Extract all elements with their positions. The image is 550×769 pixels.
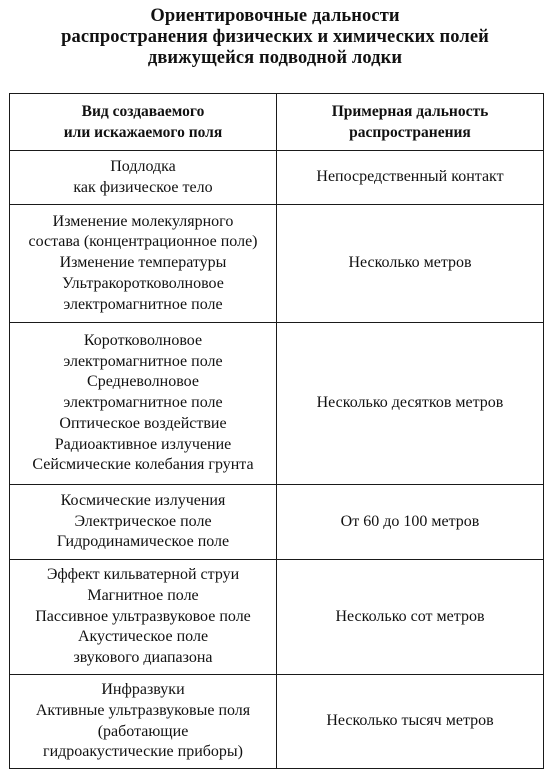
header-range [277, 94, 544, 151]
field-line: Пассивное ультразвуковое поле [35, 607, 251, 625]
field-line: Средневолновое [87, 373, 199, 391]
field-cell [10, 485, 277, 560]
title-line: движущейся подводной лодки [147, 48, 403, 68]
range-cell: Несколько десятков метров [277, 323, 544, 485]
title-line: распространения физических и химических полей [61, 27, 489, 47]
range-cell: Несколько тысяч метров [277, 675, 544, 769]
field-line: Сейсмические колебания грунта [32, 456, 254, 474]
range-cell: От 60 до 100 метров [277, 485, 544, 560]
header-line: или искажаемого поля [63, 124, 223, 141]
range-cell: Несколько сот метров [277, 560, 544, 675]
table-row [10, 151, 544, 205]
field-line: звукового диапазона [73, 649, 213, 667]
field-line: электромагнитное поле [63, 394, 223, 412]
header-line: Примерная дальность [331, 103, 489, 120]
field-line: Радиоактивное излучение [54, 435, 232, 453]
field-line: Инфразвуки [101, 680, 185, 698]
field-cell [10, 205, 277, 323]
field-line: Гидродинамическое поле [56, 533, 230, 551]
table-row [10, 205, 544, 323]
table-row [10, 675, 544, 769]
table-row [10, 485, 544, 560]
range-cell: Непосредственный контакт [277, 151, 544, 205]
field-cell [10, 560, 277, 675]
table-row [10, 323, 544, 485]
field-line: Магнитное поле [87, 586, 199, 604]
header-field-type [10, 94, 277, 151]
field-line: Подлодка [110, 157, 176, 175]
field-line: Электрическое поле [74, 512, 212, 530]
field-line: Коротковолновое [83, 331, 203, 349]
header-line: распространения [349, 124, 471, 141]
field-line: как физическое тело [73, 178, 213, 196]
field-cell [10, 151, 277, 205]
field-line: Оптическое воздействие [59, 414, 227, 432]
field-line: Космические излучения [60, 491, 226, 509]
field-line: Изменение молекулярного [52, 212, 234, 230]
table-row [10, 560, 544, 675]
page-title [0, 6, 550, 69]
range-cell: Несколько метров [277, 205, 544, 323]
field-line: Изменение температуры [59, 254, 227, 272]
title-line: Ориентировочные дальности [150, 6, 400, 26]
field-line: Ультракоротковолновое [62, 274, 224, 292]
field-line: Акустическое поле [77, 628, 209, 646]
field-cell [10, 323, 277, 485]
field-line: (работающие [97, 722, 189, 740]
field-line: Эффект кильватерной струи [46, 566, 240, 583]
header-line: Вид создаваемого [81, 103, 205, 120]
field-cell [10, 675, 277, 769]
field-range-table [9, 93, 544, 769]
field-line: состава (концентрационное поле) [28, 233, 258, 251]
table-header-row [10, 94, 544, 151]
field-line: электромагнитное поле [63, 352, 223, 370]
field-line: электромагнитное поле [63, 295, 223, 313]
field-line: гидроакустические приборы) [43, 743, 243, 761]
field-line: Активные ультразвуковые поля [35, 701, 251, 719]
